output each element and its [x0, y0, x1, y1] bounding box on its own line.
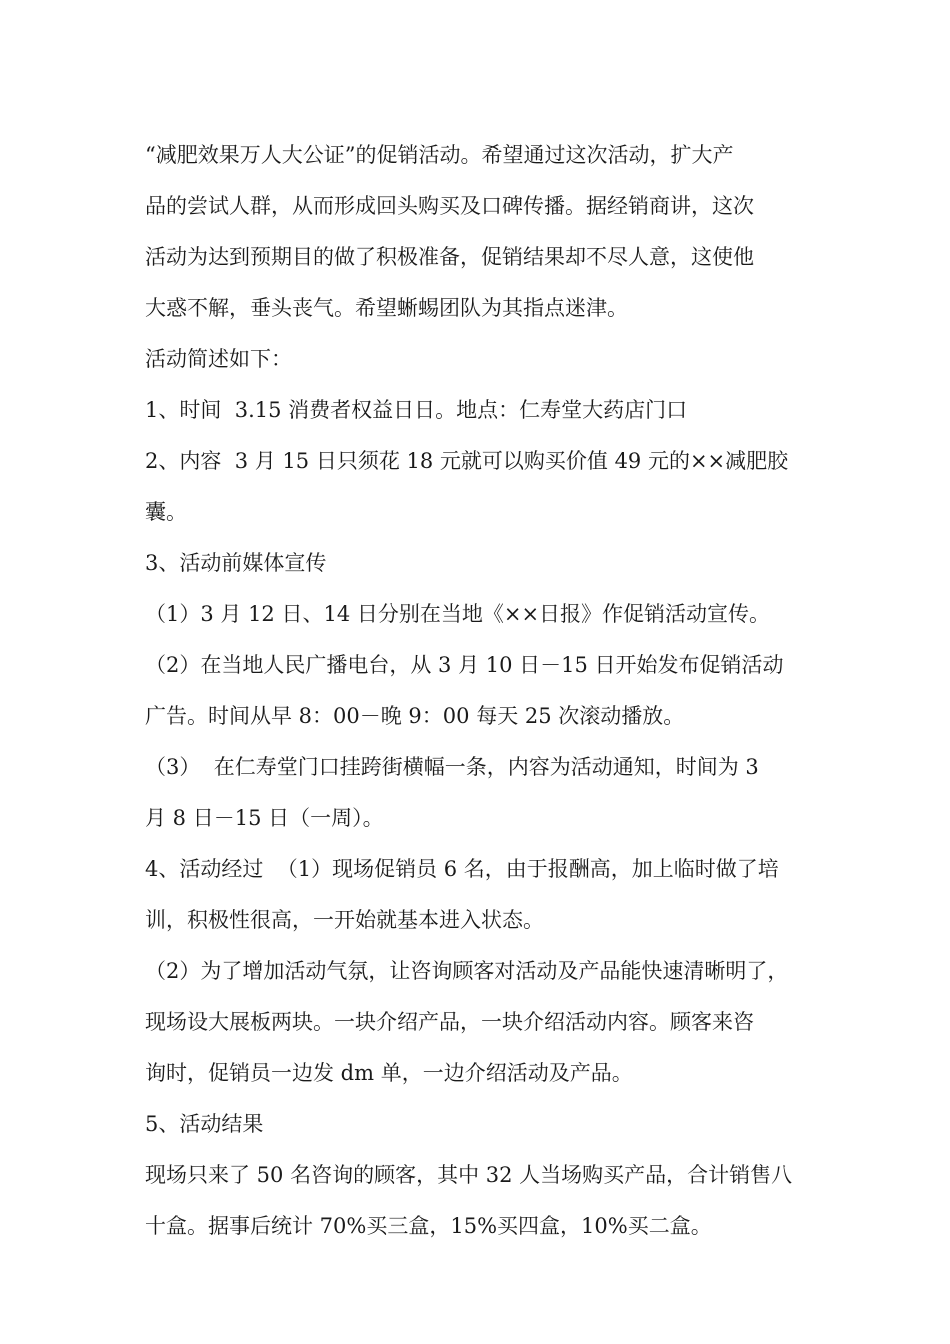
text-line: 大惑不解，垂头丧气。希望蜥蜴团队为其指点迷津。: [145, 296, 628, 320]
list-item: 3、活动前媒体宣传: [145, 551, 327, 575]
text-line: 月 8 日－15 日（一周）。: [145, 806, 384, 830]
text-line: 十盒。据事后统计 70%买三盒，15%买四盒，10%买二盒。: [145, 1214, 712, 1238]
text-line: “减肥效果万人大公证”的促销活动。希望通过这次活动，扩大产: [145, 143, 734, 167]
text-line: 广告。时间从早 8：00－晚 9：00 每天 25 次滚动播放。: [145, 704, 685, 728]
text-line: 现场只来了 50 名咨询的顾客，其中 32 人当场购买产品，合计销售八: [145, 1163, 793, 1187]
text-line: 询时，促销员一边发 dm 单，一边介绍活动及产品。: [145, 1061, 633, 1085]
text-line: 现场设大展板两块。一块介绍产品，一块介绍活动内容。顾客来咨: [145, 1010, 754, 1034]
list-item: 2、内容 3 月 15 日只须花 18 元就可以购买价值 49 元的××减肥胶: [145, 449, 789, 473]
list-item: 5、活动结果: [145, 1112, 264, 1136]
sub-list-item: （3） 在仁寿堂门口挂跨街横幅一条，内容为活动通知，时间为 3: [145, 755, 759, 779]
sub-list-item: （2）为了增加活动气氛，让咨询顾客对活动及产品能快速清晰明了，: [145, 959, 789, 983]
section-heading: 活动简述如下：: [145, 347, 292, 371]
list-item: 1、时间 3.15 消费者权益日日。地点：仁寿堂大药店门口: [145, 398, 688, 422]
text-line: 活动为达到预期目的做了积极准备，促销结果却不尽人意，这使他: [145, 245, 754, 269]
text-line: 训，积极性很高，一开始就基本进入状态。: [145, 908, 544, 932]
sub-list-item: （1）3 月 12 日、14 日分别在当地《××日报》作促销活动宣传。: [145, 602, 771, 626]
text-line: 品的尝试人群，从而形成回头购买及口碑传播。据经销商讲，这次: [145, 194, 754, 218]
list-item: 4、活动经过 （1）现场促销员 6 名，由于报酬高，加上临时做了培: [145, 857, 779, 881]
text-line: 囊。: [145, 500, 187, 524]
sub-list-item: （2）在当地人民广播电台，从 3 月 10 日－15 日开始发布促销活动: [145, 653, 784, 677]
